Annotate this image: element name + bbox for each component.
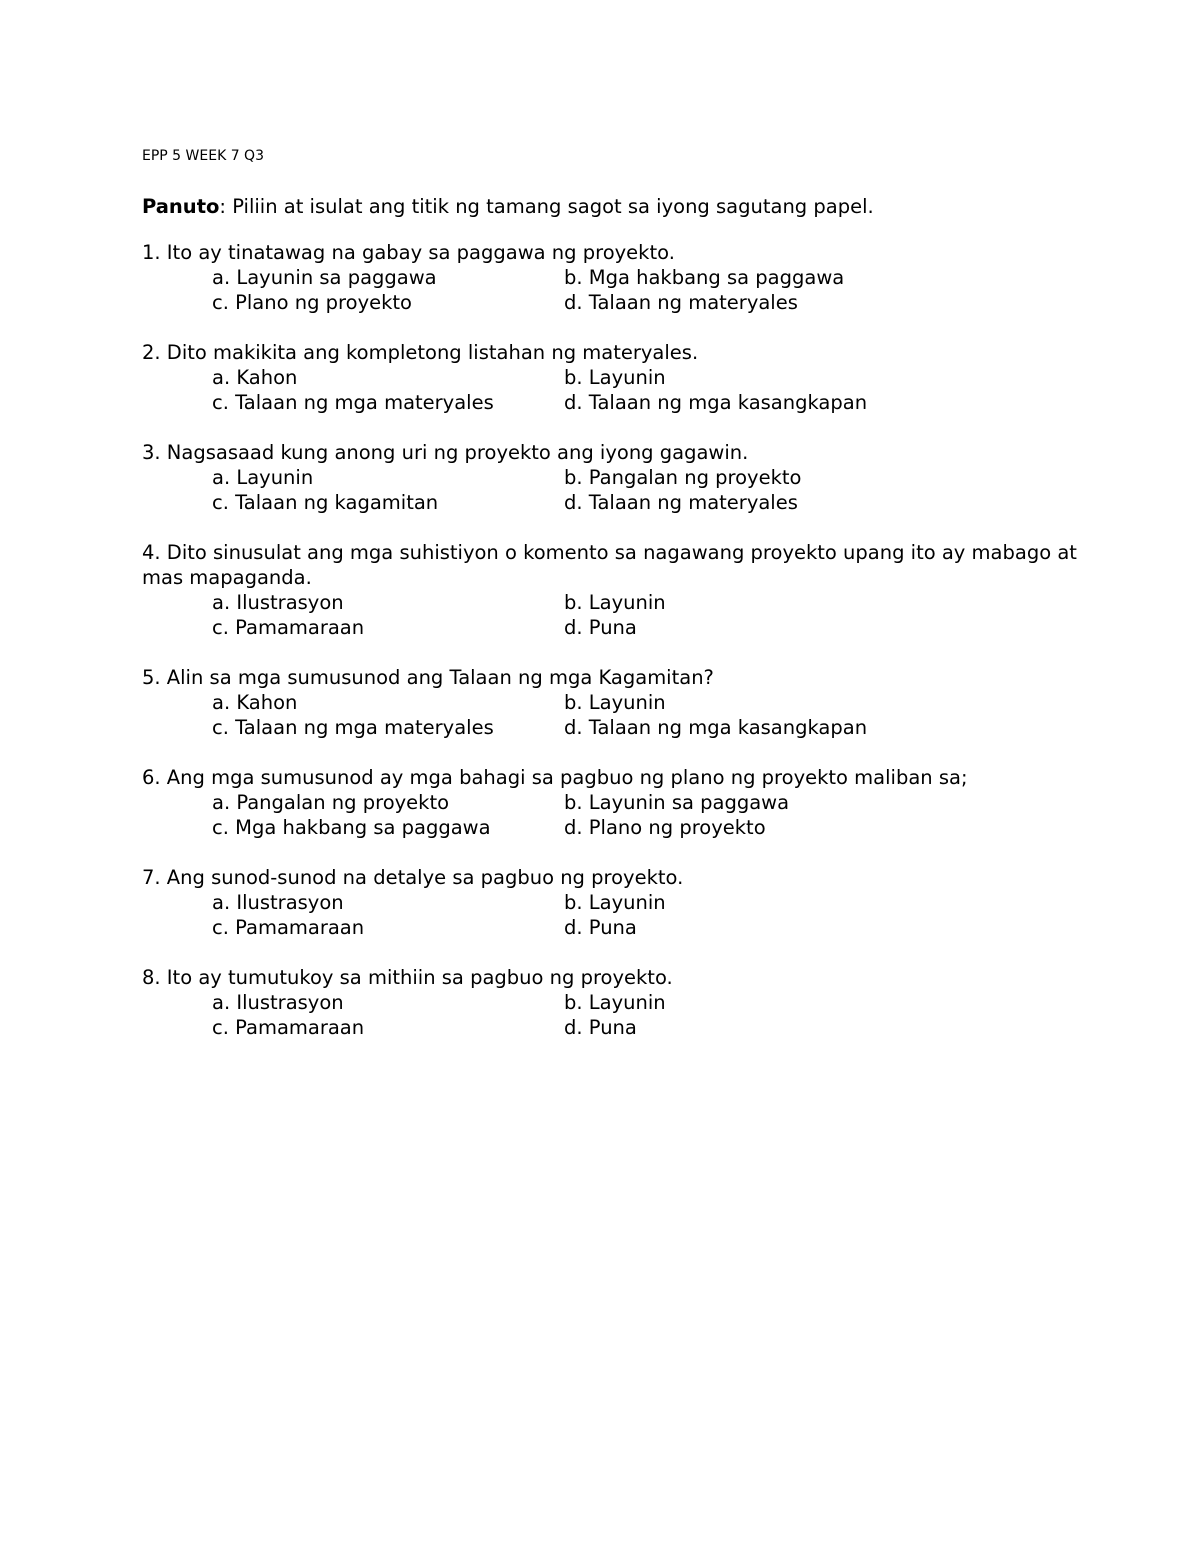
- instruction-line: [142, 194, 874, 219]
- question-stem: 5. Alin sa mga sumusunod ang Talaan ng mga Kagamitan?: [142, 666, 714, 689]
- question-5: [142, 665, 1082, 740]
- choice-c: c. Pamamaraan: [212, 916, 365, 939]
- choice-b: b. Pangalan ng proyekto: [564, 466, 802, 489]
- choice-a: a. Kahon: [212, 366, 298, 389]
- question-4: [142, 540, 1082, 640]
- choice-a: a. Ilustrasyon: [212, 591, 344, 614]
- choice-d: d. Talaan ng mga kasangkapan: [564, 391, 868, 414]
- choice-b: b. Layunin: [564, 691, 666, 714]
- question-3: [142, 440, 1082, 515]
- question-stem: 6. Ang mga sumusunod ay mga bahagi sa pagbuo ng plano ng proyekto maliban sa;: [142, 766, 968, 789]
- choice-b: b. Layunin: [564, 991, 666, 1014]
- instruction-label: Panuto: [142, 195, 220, 218]
- question-stem: 7. Ang sunod-sunod na detalye sa pagbuo ng proyekto.: [142, 866, 684, 889]
- choice-a: a. Ilustrasyon: [212, 991, 344, 1014]
- question-list: [142, 240, 1082, 1065]
- choice-b: b. Layunin: [564, 366, 666, 389]
- document-title: EPP 5 WEEK 7 Q3: [142, 148, 264, 164]
- choice-grid: [142, 890, 1082, 940]
- choice-d: d. Puna: [564, 616, 637, 639]
- question-2: [142, 340, 1082, 415]
- choice-d: d. Talaan ng materyales: [564, 291, 798, 314]
- choice-b: b. Layunin: [564, 891, 666, 914]
- question-stem: 3. Nagsasaad kung anong uri ng proyekto ang iyong gagawin.: [142, 441, 749, 464]
- choice-c: c. Pamamaraan: [212, 1016, 365, 1039]
- choice-c: c. Plano ng proyekto: [212, 291, 412, 314]
- choice-grid: [142, 365, 1082, 415]
- choice-b: b. Layunin: [564, 591, 666, 614]
- choice-a: a. Layunin: [212, 466, 314, 489]
- question-1: [142, 240, 1082, 315]
- question-7: [142, 865, 1082, 940]
- choice-grid: [142, 265, 1082, 315]
- choice-grid: [142, 590, 1082, 640]
- choice-a: a. Layunin sa paggawa: [212, 266, 437, 289]
- choice-c: c. Talaan ng mga materyales: [212, 716, 494, 739]
- choice-c: c. Talaan ng kagamitan: [212, 491, 439, 514]
- choice-grid: [142, 690, 1082, 740]
- choice-d: d. Talaan ng materyales: [564, 491, 798, 514]
- choice-b: b. Layunin sa paggawa: [564, 791, 790, 814]
- instruction-text: Piliin at isulat ang titik ng tamang sagot sa iyong sagutang papel.: [226, 195, 874, 218]
- choice-grid: [142, 790, 1082, 840]
- question-stem: 8. Ito ay tumutukoy sa mithiin sa pagbuo ng proyekto.: [142, 966, 673, 989]
- choice-d: d. Plano ng proyekto: [564, 816, 766, 839]
- question-8: [142, 965, 1082, 1040]
- choice-c: c. Talaan ng mga materyales: [212, 391, 494, 414]
- choice-grid: [142, 990, 1082, 1040]
- question-stem: 4. Dito sinusulat ang mga suhistiyon o komento sa nagawang proyekto upang ito ay mabago at mas mapaganda.: [142, 541, 1077, 589]
- choice-a: a. Kahon: [212, 691, 298, 714]
- choice-d: d. Puna: [564, 916, 637, 939]
- choice-d: d. Puna: [564, 1016, 637, 1039]
- choice-a: a. Pangalan ng proyekto: [212, 791, 450, 814]
- choice-d: d. Talaan ng mga kasangkapan: [564, 716, 868, 739]
- question-6: [142, 765, 1082, 840]
- instruction-separator: :: [219, 195, 226, 218]
- choice-c: c. Pamamaraan: [212, 616, 365, 639]
- question-stem: 2. Dito makikita ang kompletong listahan ng materyales.: [142, 341, 699, 364]
- choice-grid: [142, 465, 1082, 515]
- question-stem: 1. Ito ay tinatawag na gabay sa paggawa ng proyekto.: [142, 241, 675, 264]
- choice-b: b. Mga hakbang sa paggawa: [564, 266, 845, 289]
- choice-a: a. Ilustrasyon: [212, 891, 344, 914]
- choice-c: c. Mga hakbang sa paggawa: [212, 816, 491, 839]
